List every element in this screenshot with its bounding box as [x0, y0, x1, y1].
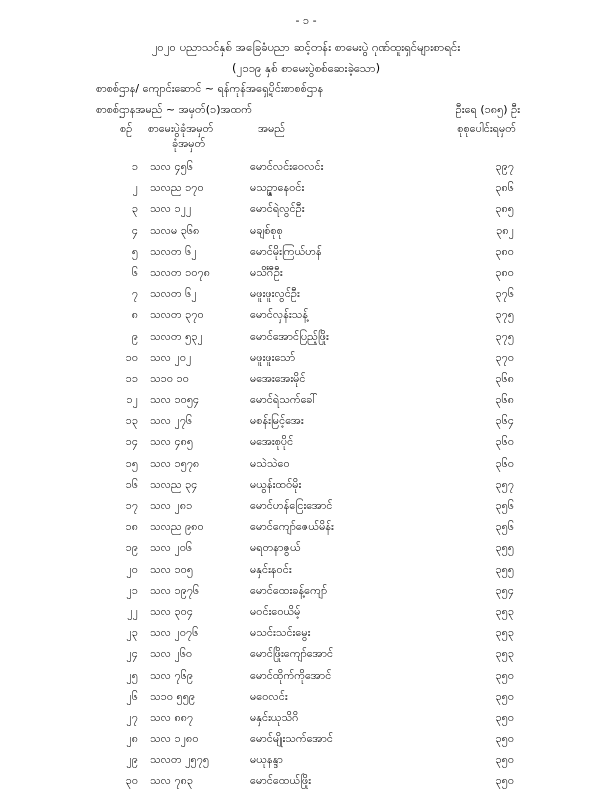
table-row [0, 647, 612, 668]
row-name: မောင်ထိုက်ကိုအောင် [250, 668, 332, 682]
row-mark: ၃၆၈ [495, 371, 514, 385]
row-number: ၂၀ [126, 562, 138, 576]
table-row [0, 478, 612, 499]
row-name: မသိင်္ဂီဦး [250, 265, 283, 279]
row-mark: ၃၇၅ [495, 329, 514, 343]
row-number: ၇ [131, 287, 138, 301]
row-name: မဝေလင်း [250, 689, 288, 703]
table-row [0, 435, 612, 456]
row-number: ၁၃ [125, 414, 138, 428]
row-name: မောင်ရဲသက်ခေါ် [250, 393, 318, 407]
row-name: မချစ်စုစု [250, 223, 283, 237]
row-number: ၆ [131, 265, 138, 279]
row-roll-number: သလ ၂၀၇၆ [150, 626, 199, 640]
row-number: ၂၁ [126, 583, 138, 597]
table-row [0, 160, 612, 181]
table-row [0, 711, 612, 732]
row-mark: ၃၅၀ [495, 732, 514, 746]
row-number: ၅ [131, 244, 138, 258]
table-row [0, 330, 612, 351]
table-row [0, 266, 612, 287]
table-row [0, 372, 612, 393]
row-name: မဖူးဖူးလွင်ဦး [250, 287, 300, 301]
row-roll-number: သလ ၄၈၅ [150, 435, 194, 449]
row-number: ၈ [131, 308, 138, 322]
row-number: ၁၆ [125, 477, 138, 491]
row-name: မအေးစုပိုင် [250, 435, 294, 449]
row-roll-number: သလ ၁၉၇၆ [150, 583, 200, 597]
row-name: မောင်ဟန်ငြေးအောင် [250, 499, 333, 512]
table-row [0, 563, 612, 584]
row-roll-number: သလ ၈၈၇ [150, 710, 194, 724]
row-mark: ၃၇၅ [495, 308, 514, 322]
row-roll-number: သလည ၉၈၀ [150, 520, 204, 534]
row-number: ၁၉ [125, 541, 138, 555]
table-row [0, 308, 612, 329]
row-mark: ၃၈၀ [495, 244, 514, 258]
row-name: မနှင်းနဝင်း [250, 562, 292, 576]
row-mark: ၃၅၀ [495, 710, 514, 724]
row-roll-number: သလတ ၂၅၇၅ [150, 753, 210, 767]
header-no: စဉ် [120, 122, 133, 135]
row-roll-number: သလည ၃၄ [150, 477, 198, 491]
table-row [0, 541, 612, 562]
row-mark: ၃၅၀ [495, 774, 514, 788]
row-roll-number: သ၁၀ ၁၀ [150, 371, 189, 385]
row-number: ၂၅ [126, 668, 138, 682]
row-name: မောင်ဖြိုးကျော်အောင် [250, 647, 334, 661]
row-name: မောင်မိုးကြယ်ဟန် [250, 244, 322, 258]
row-name: မောင်လင်းဝေလင်း [250, 160, 324, 173]
row-number: ၁၇ [125, 499, 138, 512]
row-number: ၂၂ [127, 604, 138, 618]
row-roll-number: သလ ၂၈၁ [150, 499, 193, 512]
row-number: ၂၈ [126, 732, 138, 746]
results-table [0, 160, 612, 796]
row-mark: ၃၅၃ [495, 604, 514, 618]
row-name: မယုနန္ဒာ [250, 753, 283, 767]
row-mark: ၃၅၀ [495, 753, 514, 767]
document-title: ၂၀၂၀ ပညာသင်နှစ် အခြေခံပညာ ဆင့်တန်း စာမေးပွဲ ဂုဏ်ထူးရှင်များစာရင်း [151, 40, 461, 54]
row-number: ၂၆ [126, 689, 138, 703]
table-row [0, 499, 612, 520]
table-row [0, 245, 612, 266]
row-roll-number: သလ ၁၂၈၀ [150, 732, 199, 746]
table-row [0, 351, 612, 372]
table-row [0, 414, 612, 435]
row-mark: ၃၉၇ [495, 160, 514, 173]
center-line: စာစစ်ဌာနအမည် ~ အမှတ်(၁)အထက် [96, 103, 252, 116]
row-number: ၂၃ [126, 626, 138, 640]
row-number: ၂ [132, 181, 138, 195]
table-row [0, 181, 612, 202]
table-row [0, 669, 612, 690]
header-name: အမည် [258, 122, 286, 135]
row-name: မသင်းသင်းမွေး [250, 626, 311, 640]
row-roll-number: သလ ၁၀၅၄ [150, 393, 200, 407]
row-name: မအေးအေးမိုင် [250, 371, 306, 385]
row-number: ၉ [131, 329, 138, 343]
row-mark: ၃၈၂ [496, 223, 514, 237]
row-mark: ၃၅၇ [495, 477, 514, 491]
row-number: ၃၀ [125, 774, 138, 788]
row-roll-number: သလ ၂၀၆ [150, 541, 193, 555]
row-number: ၂၇ [126, 710, 138, 724]
row-mark: ၃၅၅ [495, 541, 514, 555]
row-roll-number: သလ ၇၈၃ [150, 774, 194, 788]
table-row [0, 626, 612, 647]
row-roll-number: သလတ ၁၀၇၈ [150, 265, 211, 279]
table-row [0, 457, 612, 478]
row-number: ၄ [131, 223, 138, 237]
row-roll-number: သလ ၇၆၉ [150, 668, 194, 682]
table-row [0, 520, 612, 541]
row-name: မောင်အောင်ပြည့်ဖြိုး [250, 329, 329, 343]
row-name: မောင်မျိုးသက်အောင် [250, 732, 333, 746]
header-roll: စာမေးပွဲခုံအမှတ် [148, 122, 214, 135]
document-subtitle: (၂၁၁၉ နှစ် စာမေးပွဲစစ်ဆေးခဲ့သော) [231, 61, 381, 75]
row-roll-number: သလ ၂၀၂ [150, 350, 192, 364]
row-name: မရတနာဇွယ် [250, 541, 301, 555]
row-mark: ၃၈၅ [495, 202, 514, 216]
row-name: မောင်လှန်းသန့် [250, 308, 309, 322]
row-mark: ၃၆၄ [495, 414, 514, 428]
row-roll-number: သလ ၃၀၄ [150, 604, 194, 618]
row-name: မဝင်းဝေယိမ့် [250, 604, 301, 618]
row-name: မောင်ထေးခန့်ကျော် [250, 583, 328, 597]
row-roll-number: သလတ ၅၃၂ [150, 329, 203, 343]
table-row [0, 202, 612, 223]
row-roll-number: သလည ၁၇၀ [150, 181, 204, 195]
row-roll-number: သလတ ၃၇၀ [150, 308, 204, 322]
row-mark: ၃၅၀ [495, 689, 514, 703]
header-roll-sub: ခုံအမှတ် [172, 137, 206, 150]
row-number: ၂၉ [126, 753, 138, 767]
row-roll-number: သလ ၁၀၅ [150, 562, 194, 576]
table-row [0, 774, 612, 795]
row-roll-number: သလ ၂၆၀ [150, 647, 193, 661]
row-mark: ၃၅၅ [495, 562, 514, 576]
row-roll-number: သလတ ၆၂ [150, 287, 197, 301]
row-name: မသဥ္ဇာနေဝင်း [250, 181, 305, 195]
row-roll-number: သလတ ၆၂ [150, 244, 197, 258]
row-number: ၁ [131, 160, 138, 173]
header-mark: စုစုပေါင်းရမှတ် [457, 122, 516, 135]
row-mark: ၃၅၀ [495, 668, 514, 682]
row-mark: ၃၅၆ [495, 499, 514, 512]
row-name: မောင်ကျော်ဇေယ်မိန်း [250, 520, 334, 534]
row-name: မောင်ရဲလွင်ဦး [250, 202, 305, 216]
region-line: စာစစ်ဌာန/ ကျောင်းဆောင် ~ ရန်ကုန်အရှေ့ပိုင်းစာစစ်ဌာန [96, 82, 324, 95]
row-mark: ၃၈၆ [495, 181, 514, 195]
row-number: ၁၅ [125, 456, 138, 470]
row-number: ၁၂ [126, 393, 138, 407]
row-number: ၃ [131, 202, 138, 216]
row-mark: ၃၆၀ [495, 435, 514, 449]
row-name: မနှင်းယုသိဂိ [250, 710, 299, 724]
row-mark: ၃၆၀ [495, 456, 514, 470]
row-roll-number: သ၁၀ ၅၅၉ [150, 689, 196, 703]
table-row [0, 690, 612, 711]
row-mark: ၃၆၈ [495, 393, 514, 407]
table-row [0, 605, 612, 626]
row-number: ၂၄ [126, 647, 138, 661]
row-number: ၁၁ [125, 371, 138, 385]
row-mark: ၃၅၆ [495, 520, 514, 534]
row-mark: ၃၅၃ [495, 647, 514, 661]
row-roll-number: သလ ၁၅၇၈ [150, 456, 200, 470]
row-roll-number: သလ ၁၂၂ [150, 202, 192, 216]
row-number: ၁၄ [125, 435, 138, 449]
row-name: မဖူးဖူးသော် [250, 350, 296, 364]
table-row [0, 753, 612, 774]
row-mark: ၃၅၄ [495, 583, 514, 597]
table-row [0, 393, 612, 414]
row-name: မစန်းမြင့်အေး [250, 414, 304, 428]
row-mark: ၃၇၀ [495, 350, 514, 364]
row-name: မောင်ထေယ်ဖြိုး [250, 774, 312, 788]
row-mark: ၃၅၃ [495, 626, 514, 640]
page-number: - ၁ - [295, 14, 317, 27]
table-row [0, 287, 612, 308]
row-number: ၁၀ [125, 350, 138, 364]
row-roll-number: သလ ၄၅၆ [150, 160, 194, 173]
row-roll-number: သလ ၂၇၆ [150, 414, 193, 428]
center-count: ဦးရေ (၁၈၅) ဦး [455, 103, 520, 116]
row-mark: ၃၇၆ [495, 287, 514, 301]
table-row [0, 224, 612, 245]
row-roll-number: သလမ ၃၆၈ [150, 223, 200, 237]
row-number: ၁၈ [125, 520, 138, 534]
row-mark: ၃၈၀ [495, 265, 514, 279]
table-row [0, 732, 612, 753]
table-row [0, 584, 612, 605]
row-name: မသဲသဲဝေ [250, 456, 290, 470]
row-name: မယွန်းထဝ်မိုး [250, 477, 302, 491]
